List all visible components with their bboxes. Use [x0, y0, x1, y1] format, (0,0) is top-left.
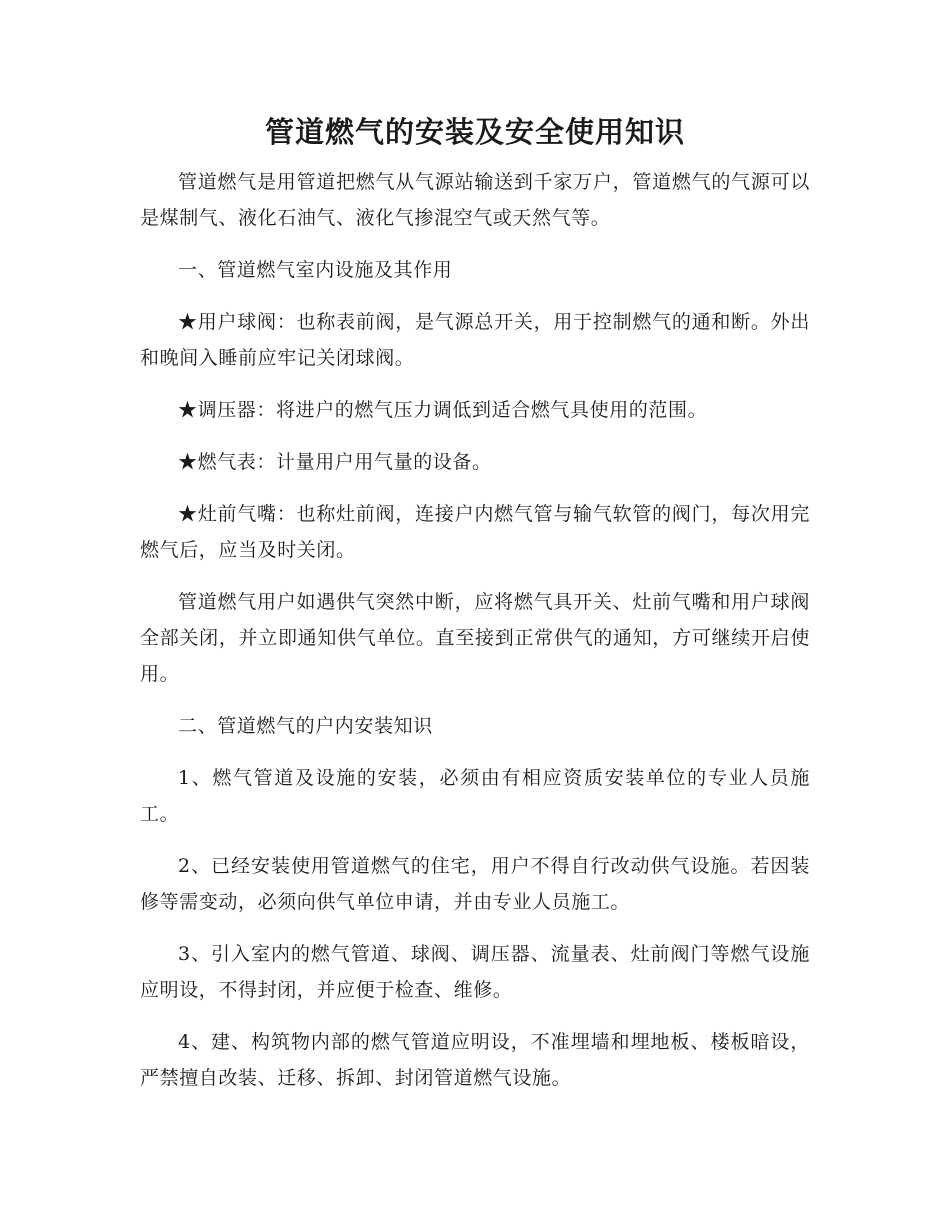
supply-interruption-paragraph: 管道燃气用户如遇供气突然中断，应将燃气具开关、灶前气嘴和用户球阀全部关闭，并立即通知供气单位。直至接到正常供气的通知，方可继续开启使用。 — [140, 591, 810, 685]
intro-paragraph: 管道燃气是用管道把燃气从气源站输送到千家万户，管道燃气的气源可以是煤制气、液化石油气、液化气掺混空气或天然气等。 — [140, 171, 810, 229]
document-page — [140, 110, 810, 1112]
document-title: 管道燃气的安装及安全使用知识 — [264, 115, 685, 149]
section-heading-2: 二、管道燃气的户内安装知识 — [178, 715, 433, 737]
install-rule-1: 1、燃气管道及设施的安装，必须由有相应资质安装单位的专业人员施工。 — [140, 767, 810, 825]
install-rule-2: 2、已经安装使用管道燃气的住宅，用户不得自行改动供气设施。若因装修等需变动，必须向供气单位申请，并由专业人员施工。 — [140, 855, 810, 913]
list-item-stove-valve: ★灶前气嘴：也称灶前阀，连接户内燃气管与输气软管的阀门，每次用完燃气后，应当及时关闭。 — [140, 503, 810, 561]
list-item-regulator: ★调压器：将进户的燃气压力调低到适合燃气具使用的范围。 — [178, 399, 708, 421]
install-rule-3: 3、引入室内的燃气管道、球阀、调压器、流量表、灶前阀门等燃气设施应明设，不得封闭，并应便于检查、维修。 — [140, 943, 810, 1001]
section-heading-1: 一、管道燃气室内设施及其作用 — [178, 259, 453, 281]
list-item-ball-valve: ★用户球阀：也称表前阀，是气源总开关，用于控制燃气的通和断。外出和晚间入睡前应牢记关闭球阀。 — [140, 311, 810, 369]
install-rule-4: 4、建、构筑物内部的燃气管道应明设，不准埋墙和埋地板、楼板暗设，严禁擅自改装、迁移、拆卸、封闭管道燃气设施。 — [140, 1031, 810, 1089]
list-item-gas-meter: ★燃气表：计量用户用气量的设备。 — [178, 451, 492, 473]
